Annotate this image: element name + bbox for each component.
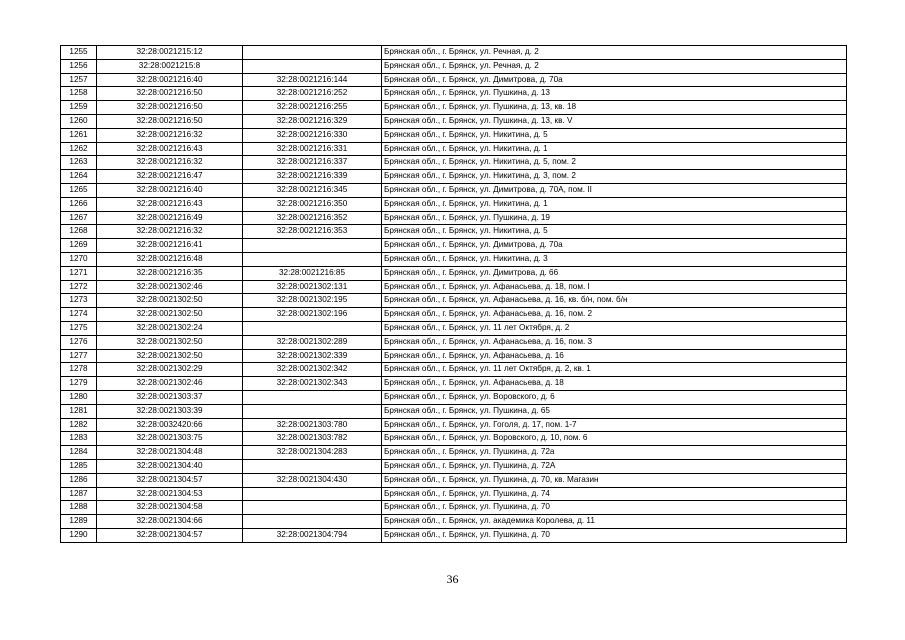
row-number-cell: 1272: [61, 280, 97, 294]
table-row: [61, 197, 847, 211]
address-cell: Брянская обл., г. Брянск, ул. Воровского, д. 6: [382, 390, 847, 404]
cadastral-number-cell: 32:28:0021304:66: [97, 515, 243, 529]
inner-cadastral-number-cell: [243, 239, 382, 253]
row-number-cell: 1274: [61, 308, 97, 322]
cadastral-number-cell: 32:28:0021216:49: [97, 211, 243, 225]
cadastral-number-cell: 32:28:0021302:46: [97, 280, 243, 294]
table-row: [61, 225, 847, 239]
inner-cadastral-number-cell: 32:28:0021304:430: [243, 473, 382, 487]
address-cell: Брянская обл., г. Брянск, ул. Пушкина, д. 65: [382, 404, 847, 418]
table-body: [61, 46, 847, 543]
cadastral-number-cell: 32:28:0021216:50: [97, 87, 243, 101]
inner-cadastral-number-cell: 32:28:0021216:331: [243, 142, 382, 156]
table-row: [61, 487, 847, 501]
address-cell: Брянская обл., г. Брянск, ул. Речная, д. 2: [382, 59, 847, 73]
inner-cadastral-number-cell: 32:28:0021304:794: [243, 528, 382, 542]
cadastral-number-cell: 32:28:0021216:35: [97, 266, 243, 280]
address-cell: Брянская обл., г. Брянск, ул. Пушкина, д. 19: [382, 211, 847, 225]
cadastral-number-cell: 32:28:0021216:32: [97, 128, 243, 142]
row-number-cell: 1265: [61, 183, 97, 197]
inner-cadastral-number-cell: 32:28:0021216:329: [243, 114, 382, 128]
inner-cadastral-number-cell: 32:28:0021303:780: [243, 418, 382, 432]
cadastral-number-cell: 32:28:0021303:75: [97, 432, 243, 446]
cadastral-number-cell: 32:28:0021303:37: [97, 390, 243, 404]
address-cell: Брянская обл., г. Брянск, ул. Афанасьева, д. 18, пом. I: [382, 280, 847, 294]
address-cell: Брянская обл., г. Брянск, ул. Димитрова, д. 70а: [382, 239, 847, 253]
row-number-cell: 1279: [61, 377, 97, 391]
address-cell: Брянская обл., г. Брянск, ул. 11 лет Октября, д. 2: [382, 321, 847, 335]
row-number-cell: 1277: [61, 349, 97, 363]
cadastral-number-cell: 32:28:0021216:48: [97, 252, 243, 266]
inner-cadastral-number-cell: 32:28:0021216:337: [243, 156, 382, 170]
table-row: [61, 459, 847, 473]
inner-cadastral-number-cell: 32:28:0021302:195: [243, 294, 382, 308]
address-cell: Брянская обл., г. Брянск, ул. Пушкина, д. 74: [382, 487, 847, 501]
inner-cadastral-number-cell: [243, 252, 382, 266]
cadastral-number-cell: 32:28:0021304:53: [97, 487, 243, 501]
cadastral-number-cell: 32:28:0021216:40: [97, 183, 243, 197]
address-cell: Брянская обл., г. Брянск, ул. Пушкина, д. 70, кв. Магазин: [382, 473, 847, 487]
row-number-cell: 1267: [61, 211, 97, 225]
row-number-cell: 1282: [61, 418, 97, 432]
address-cell: Брянская обл., г. Брянск, ул. Афанасьева, д. 18: [382, 377, 847, 391]
table-row: [61, 128, 847, 142]
address-cell: Брянская обл., г. Брянск, ул. Гоголя, д. 17, пом. 1-7: [382, 418, 847, 432]
inner-cadastral-number-cell: 32:28:0021216:352: [243, 211, 382, 225]
row-number-cell: 1286: [61, 473, 97, 487]
cadastral-number-cell: 32:28:0021302:50: [97, 349, 243, 363]
table-row: [61, 266, 847, 280]
address-cell: Брянская обл., г. Брянск, ул. Афанасьева, д. 16, пом. 3: [382, 335, 847, 349]
address-cell: Брянская обл., г. Брянск, ул. Речная, д. 2: [382, 46, 847, 60]
table-row: [61, 294, 847, 308]
table-row: [61, 473, 847, 487]
row-number-cell: 1270: [61, 252, 97, 266]
cadastral-number-cell: 32:28:0021216:40: [97, 73, 243, 87]
row-number-cell: 1256: [61, 59, 97, 73]
row-number-cell: 1287: [61, 487, 97, 501]
inner-cadastral-number-cell: 32:28:0021216:255: [243, 101, 382, 115]
inner-cadastral-number-cell: 32:28:0021216:339: [243, 170, 382, 184]
table-row: [61, 377, 847, 391]
table-row: [61, 142, 847, 156]
cadastral-number-cell: 32:28:0021215:12: [97, 46, 243, 60]
row-number-cell: 1283: [61, 432, 97, 446]
cadastral-number-cell: 32:28:0021304:57: [97, 473, 243, 487]
address-cell: Брянская обл., г. Брянск, ул. Афанасьева, д. 16, пом. 2: [382, 308, 847, 322]
cadastral-number-cell: 32:28:0021304:40: [97, 459, 243, 473]
address-cell: Брянская обл., г. Брянск, ул. Никитина, д. 3: [382, 252, 847, 266]
inner-cadastral-number-cell: 32:28:0021216:330: [243, 128, 382, 142]
row-number-cell: 1278: [61, 363, 97, 377]
row-number-cell: 1261: [61, 128, 97, 142]
table-row: [61, 239, 847, 253]
address-cell: Брянская обл., г. Брянск, ул. Пушкина, д. 70: [382, 501, 847, 515]
cadastral-number-cell: 32:28:0021302:29: [97, 363, 243, 377]
inner-cadastral-number-cell: 32:28:0021216:252: [243, 87, 382, 101]
row-number-cell: 1285: [61, 459, 97, 473]
address-cell: Брянская обл., г. Брянск, ул. Никитина, д. 5, пом. 2: [382, 156, 847, 170]
row-number-cell: 1276: [61, 335, 97, 349]
address-cell: Брянская обл., г. Брянск, ул. Димитрова, д. 70а: [382, 73, 847, 87]
table-row: [61, 418, 847, 432]
table-row: [61, 528, 847, 542]
table-row: [61, 446, 847, 460]
address-cell: Брянская обл., г. Брянск, ул. 11 лет Октября, д. 2, кв. 1: [382, 363, 847, 377]
row-number-cell: 1257: [61, 73, 97, 87]
cadastral-number-cell: 32:28:0021302:24: [97, 321, 243, 335]
inner-cadastral-number-cell: [243, 459, 382, 473]
address-cell: Брянская обл., г. Брянск, ул. Никитина, д. 5: [382, 128, 847, 142]
row-number-cell: 1271: [61, 266, 97, 280]
table-row: [61, 59, 847, 73]
row-number-cell: 1273: [61, 294, 97, 308]
cadastral-number-cell: 32:28:0021302:50: [97, 308, 243, 322]
address-cell: Брянская обл., г. Брянск, ул. академика Королева, д. 11: [382, 515, 847, 529]
table-row: [61, 390, 847, 404]
cadastral-number-cell: 32:28:0021302:50: [97, 335, 243, 349]
row-number-cell: 1289: [61, 515, 97, 529]
table-row: [61, 73, 847, 87]
row-number-cell: 1266: [61, 197, 97, 211]
address-cell: Брянская обл., г. Брянск, ул. Пушкина, д. 72А: [382, 459, 847, 473]
table-row: [61, 211, 847, 225]
row-number-cell: 1280: [61, 390, 97, 404]
inner-cadastral-number-cell: 32:28:0021302:196: [243, 308, 382, 322]
table-row: [61, 515, 847, 529]
inner-cadastral-number-cell: [243, 404, 382, 418]
table-row: [61, 252, 847, 266]
row-number-cell: 1288: [61, 501, 97, 515]
cadastral-number-cell: 32:28:0021216:32: [97, 156, 243, 170]
table-row: [61, 308, 847, 322]
inner-cadastral-number-cell: 32:28:0021216:144: [243, 73, 382, 87]
inner-cadastral-number-cell: [243, 390, 382, 404]
table-row: [61, 321, 847, 335]
table-row: [61, 170, 847, 184]
cadastral-number-cell: 32:28:0021216:50: [97, 114, 243, 128]
table-row: [61, 156, 847, 170]
inner-cadastral-number-cell: [243, 321, 382, 335]
cadastral-number-cell: 32:28:0021304:48: [97, 446, 243, 460]
table-row: [61, 404, 847, 418]
cadastral-number-cell: 32:28:0021216:43: [97, 142, 243, 156]
row-number-cell: 1258: [61, 87, 97, 101]
inner-cadastral-number-cell: 32:28:0021302:342: [243, 363, 382, 377]
address-cell: Брянская обл., г. Брянск, ул. Пушкина, д. 13: [382, 87, 847, 101]
row-number-cell: 1259: [61, 101, 97, 115]
cadastral-number-cell: 32:28:0021304:57: [97, 528, 243, 542]
table-row: [61, 432, 847, 446]
row-number-cell: 1255: [61, 46, 97, 60]
row-number-cell: 1264: [61, 170, 97, 184]
address-cell: Брянская обл., г. Брянск, ул. Димитрова, д. 70А, пом. II: [382, 183, 847, 197]
table-row: [61, 101, 847, 115]
row-number-cell: 1281: [61, 404, 97, 418]
cadastral-number-cell: 32:28:0021302:50: [97, 294, 243, 308]
address-cell: Брянская обл., г. Брянск, ул. Пушкина, д. 72а: [382, 446, 847, 460]
inner-cadastral-number-cell: [243, 46, 382, 60]
row-number-cell: 1263: [61, 156, 97, 170]
row-number-cell: 1268: [61, 225, 97, 239]
inner-cadastral-number-cell: 32:28:0021216:353: [243, 225, 382, 239]
table-row: [61, 335, 847, 349]
row-number-cell: 1260: [61, 114, 97, 128]
inner-cadastral-number-cell: [243, 59, 382, 73]
cadastral-number-cell: 32:28:0021303:39: [97, 404, 243, 418]
inner-cadastral-number-cell: 32:28:0021304:283: [243, 446, 382, 460]
inner-cadastral-number-cell: 32:28:0021302:131: [243, 280, 382, 294]
cadastral-number-cell: 32:28:0021304:58: [97, 501, 243, 515]
address-cell: Брянская обл., г. Брянск, ул. Никитина, д. 5: [382, 225, 847, 239]
row-number-cell: 1269: [61, 239, 97, 253]
inner-cadastral-number-cell: 32:28:0021302:343: [243, 377, 382, 391]
inner-cadastral-number-cell: [243, 515, 382, 529]
address-cell: Брянская обл., г. Брянск, ул. Никитина, д. 1: [382, 197, 847, 211]
address-cell: Брянская обл., г. Брянск, ул. Пушкина, д. 13, кв. V: [382, 114, 847, 128]
cadastral-number-cell: 32:28:0021302:46: [97, 377, 243, 391]
cadastral-number-cell: 32:28:0021216:41: [97, 239, 243, 253]
cadastral-table: [60, 45, 847, 543]
row-number-cell: 1275: [61, 321, 97, 335]
table-row: [61, 280, 847, 294]
table-row: [61, 46, 847, 60]
row-number-cell: 1262: [61, 142, 97, 156]
table-row: [61, 501, 847, 515]
address-cell: Брянская обл., г. Брянск, ул. Афанасьева, д. 16, кв. б/н, пом. б/н: [382, 294, 847, 308]
address-cell: Брянская обл., г. Брянск, ул. Димитрова, д. 66: [382, 266, 847, 280]
address-cell: Брянская обл., г. Брянск, ул. Никитина, д. 3, пом. 2: [382, 170, 847, 184]
address-cell: Брянская обл., г. Брянск, ул. Афанасьева, д. 16: [382, 349, 847, 363]
address-cell: Брянская обл., г. Брянск, ул. Пушкина, д. 70: [382, 528, 847, 542]
inner-cadastral-number-cell: [243, 501, 382, 515]
inner-cadastral-number-cell: 32:28:0021303:782: [243, 432, 382, 446]
cadastral-number-cell: 32:28:0032420:66: [97, 418, 243, 432]
cadastral-number-cell: 32:28:0021216:47: [97, 170, 243, 184]
cadastral-number-cell: 32:28:0021216:50: [97, 101, 243, 115]
cadastral-number-cell: 32:28:0021215:8: [97, 59, 243, 73]
inner-cadastral-number-cell: 32:28:0021302:289: [243, 335, 382, 349]
table-row: [61, 363, 847, 377]
inner-cadastral-number-cell: 32:28:0021216:345: [243, 183, 382, 197]
row-number-cell: 1284: [61, 446, 97, 460]
inner-cadastral-number-cell: 32:28:0021216:85: [243, 266, 382, 280]
table-row: [61, 349, 847, 363]
table-row: [61, 87, 847, 101]
inner-cadastral-number-cell: 32:28:0021302:339: [243, 349, 382, 363]
page-number: 36: [446, 572, 459, 586]
inner-cadastral-number-cell: 32:28:0021216:350: [243, 197, 382, 211]
table-row: [61, 114, 847, 128]
row-number-cell: 1290: [61, 528, 97, 542]
address-cell: Брянская обл., г. Брянск, ул. Никитина, д. 1: [382, 142, 847, 156]
table-row: [61, 183, 847, 197]
inner-cadastral-number-cell: [243, 487, 382, 501]
cadastral-number-cell: 32:28:0021216:43: [97, 197, 243, 211]
address-cell: Брянская обл., г. Брянск, ул. Пушкина, д. 13, кв. 18: [382, 101, 847, 115]
address-cell: Брянская обл., г. Брянск, ул. Воровского, д. 10, пом. 6: [382, 432, 847, 446]
cadastral-number-cell: 32:28:0021216:32: [97, 225, 243, 239]
